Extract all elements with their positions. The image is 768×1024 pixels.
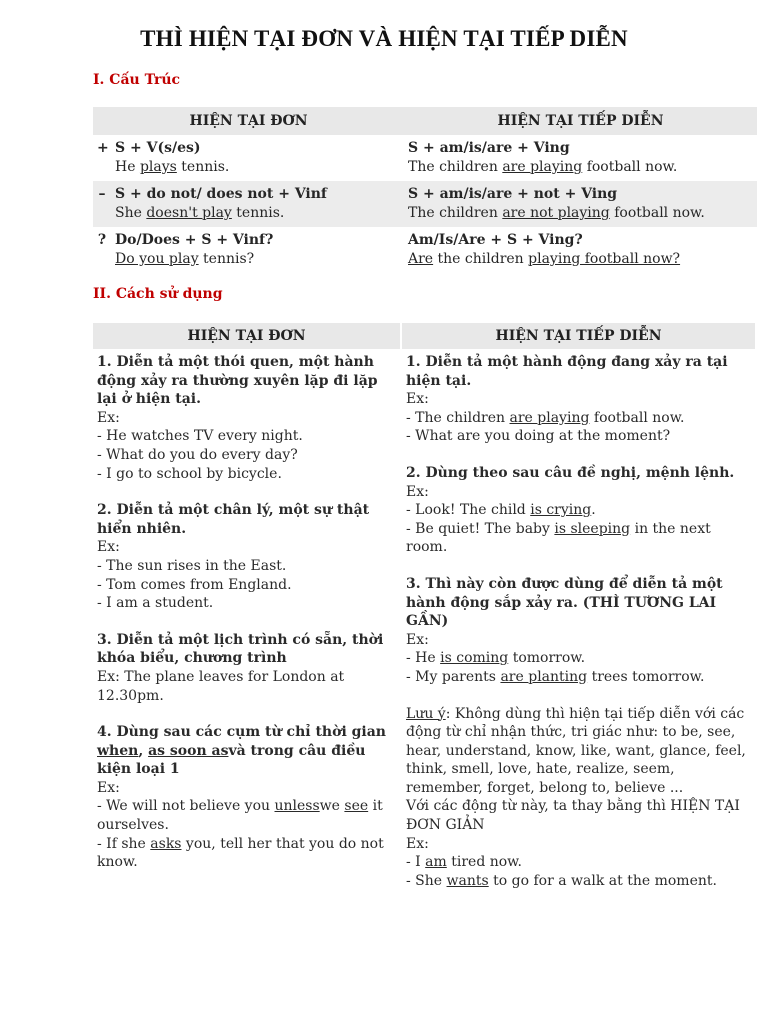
example-line: [406, 853, 753, 872]
example: [115, 250, 400, 269]
usage-table: [93, 323, 757, 890]
keyword: as soon as: [148, 742, 229, 759]
note-paragraph: [406, 705, 753, 798]
ex-label: Ex:: [97, 539, 120, 556]
example-verb: doesn't play: [146, 205, 232, 221]
example-text: football now.: [589, 409, 685, 426]
example-verb: asks: [150, 835, 182, 852]
example-text: - We will not believe you: [97, 798, 275, 815]
example: [408, 204, 753, 223]
question-symbol: ?: [97, 232, 107, 248]
example-text: tennis.: [231, 205, 285, 221]
example-text: - The children: [406, 409, 510, 426]
ex-label: Ex:: [406, 835, 429, 852]
structure-header-row: [93, 107, 757, 135]
example-verb: is coming: [440, 650, 509, 667]
usage-simple-column: [93, 349, 402, 890]
negative-simple: [111, 181, 404, 227]
example-text: - She: [406, 872, 447, 889]
example-line: Ex: The plane leaves for London at 12.30pm.: [97, 668, 345, 704]
ex-label: Ex:: [406, 483, 429, 500]
example: [408, 158, 753, 177]
keyword: when: [97, 742, 139, 759]
example: [408, 250, 753, 269]
usage-heading: [97, 723, 398, 779]
usage-heading: 1. Diễn tả một hành động đang xảy ra tại hiện tại.: [406, 354, 728, 389]
example-text: tennis?: [198, 251, 255, 267]
example-verb: see: [344, 798, 369, 815]
usage-row: [93, 349, 757, 890]
header-continuous: HIỆN TẠI TIẾP DIỄN: [404, 107, 757, 135]
formula: S + do not/ does not + Vinf: [115, 186, 327, 202]
example-text: you, tell her that you do not know.: [97, 835, 384, 871]
example: [115, 158, 400, 177]
spacer: [97, 613, 398, 631]
example-line: - I go to school by bicycle.: [97, 465, 282, 482]
note-text: : Không dùng thì hiện tại tiếp diễn với các động từ chỉ nhận thức, tri giác như: to be, see, hear, understand, know, like, want, glance, feel, think, smell, love, hate, realize, seem, remember, forget, belong to, believe ...: [406, 705, 746, 796]
example-text: He: [115, 159, 140, 175]
example-line: - He watches TV every night.: [97, 428, 303, 445]
example-line: [406, 668, 753, 687]
structure-row-negative: [93, 181, 757, 227]
example-line: [406, 520, 753, 557]
example-line: [97, 835, 398, 872]
negative-continuous: [404, 181, 757, 227]
structure-row-affirmative: [93, 135, 757, 181]
example-verb: Are: [408, 251, 434, 267]
affirmative-simple: [111, 135, 404, 181]
example-verb: are planting: [500, 668, 588, 685]
ex-label: Ex:: [406, 631, 429, 648]
formula: S + V(s/es): [115, 140, 201, 156]
usage-header-continuous: HIỆN TẠI TIẾP DIỄN: [402, 323, 757, 349]
example-line: [406, 409, 753, 428]
usage-heading: 3. Diễn tả một lịch trình có sẵn, thời khóa biểu, chương trình: [97, 631, 384, 667]
spacer: [406, 557, 753, 575]
structure-table: [93, 107, 757, 273]
example-verb: are playing: [509, 409, 590, 426]
affirmative-continuous: [404, 135, 757, 181]
example-text: tired now.: [446, 854, 522, 871]
example-verb: unless: [274, 798, 320, 815]
example-verb: plays: [139, 159, 177, 175]
example-line: - The sun rises in the East.: [97, 557, 287, 574]
example-text: we: [319, 798, 345, 815]
example-text: in the next room.: [406, 520, 711, 556]
question-continuous: [404, 227, 757, 273]
heading-text: 4. Dùng sau các cụm từ chỉ thời gian: [97, 724, 386, 741]
example-text: The children: [408, 205, 503, 221]
usage-continuous-column: [402, 349, 757, 890]
example-line: [406, 501, 753, 520]
example-verb: Do you play: [115, 251, 199, 267]
example-text: - Look! The child: [406, 502, 531, 519]
example-line: - I am a student.: [97, 595, 214, 612]
example-text: trees tomorrow.: [587, 668, 705, 685]
heading-text: ,: [138, 742, 149, 759]
spacer: [406, 446, 753, 464]
example-text: .: [591, 502, 596, 519]
example-verb: is sleeping: [554, 520, 631, 537]
usage-header-row: [93, 323, 757, 349]
example-line: [406, 649, 753, 668]
usage-header-simple: HIỆN TẠI ĐƠN: [93, 323, 402, 349]
question-simple: [111, 227, 404, 273]
example-verb: are not playing: [502, 205, 610, 221]
example-text: - He: [406, 650, 441, 667]
page-title: THÌ HIỆN TẠI ĐƠN VÀ HIỆN TẠI TIẾP DIỄN: [140, 26, 628, 51]
formula: S + am/is/are + not + Ving: [408, 186, 618, 202]
example-text: tennis.: [176, 159, 230, 175]
note-paragraph: Với các động từ này, ta thay bằng thì HIỆN TẠI ĐƠN GIẢN: [406, 798, 740, 834]
negative-symbol: –: [93, 181, 111, 227]
usage-heading: 3. Thì này còn được dùng để diễn tả một hành động sắp xảy ra. (THÌ TƯƠNG LAI GẦN): [406, 575, 723, 630]
section-heading-usage: II. Cách sử dụng: [93, 286, 223, 302]
example-text: the children: [433, 251, 529, 267]
example-line: - What are you doing at the moment?: [406, 428, 671, 445]
example-verb: are playing: [502, 159, 583, 175]
header-simple: HIỆN TẠI ĐƠN: [93, 107, 404, 135]
ex-label: Ex:: [97, 409, 120, 426]
example-text: football now.: [609, 205, 705, 221]
example-text: football now.: [582, 159, 678, 175]
example-line: - What do you do every day?: [97, 446, 298, 463]
formula: Am/Is/Are + S + Ving?: [408, 232, 583, 248]
spacer: [97, 705, 398, 723]
example-line: [406, 872, 753, 891]
example-text: - Be quiet! The baby: [406, 520, 555, 537]
example-text: - I: [406, 854, 426, 871]
example-verb: wants: [446, 872, 489, 889]
example-line: - Tom comes from England.: [97, 576, 292, 593]
section-heading-structure: I. Cấu Trúc: [93, 72, 181, 88]
spacer: [97, 483, 398, 501]
example-line: [97, 797, 398, 834]
affirmative-symbol: +: [97, 140, 109, 156]
example-text: to go for a walk at the moment.: [488, 872, 717, 889]
note-label: Lưu ý: [406, 705, 446, 722]
example-text: - My parents: [406, 668, 501, 685]
example-verb: playing football now?: [528, 251, 681, 267]
usage-heading: 2. Dùng theo sau câu đề nghị, mệnh lệnh.: [406, 464, 735, 481]
formula: S + am/is/are + Ving: [408, 140, 570, 156]
ex-label: Ex:: [97, 779, 120, 796]
example-text: - If she: [97, 835, 151, 852]
example-text: She: [115, 205, 147, 221]
example-text: it ourselves.: [97, 798, 383, 834]
usage-heading: 2. Diễn tả một chân lý, một sự thật hiển nhiên.: [97, 502, 370, 537]
example-verb: is crying: [530, 502, 592, 519]
structure-row-question: [93, 227, 757, 273]
formula: Do/Does + S + Vinf?: [115, 232, 274, 248]
example-text: The children: [408, 159, 503, 175]
usage-heading: 1. Diễn tả một thói quen, một hành động xảy ra thường xuyên lặp đi lặp lại ở hiện tại.: [97, 354, 378, 408]
example: [115, 204, 400, 223]
ex-label: Ex:: [406, 391, 429, 408]
example-text: tomorrow.: [508, 650, 586, 667]
spacer: [406, 687, 753, 705]
heading-text: và trong câu điều kiện loại 1: [97, 742, 366, 778]
example-verb: am: [425, 854, 447, 871]
